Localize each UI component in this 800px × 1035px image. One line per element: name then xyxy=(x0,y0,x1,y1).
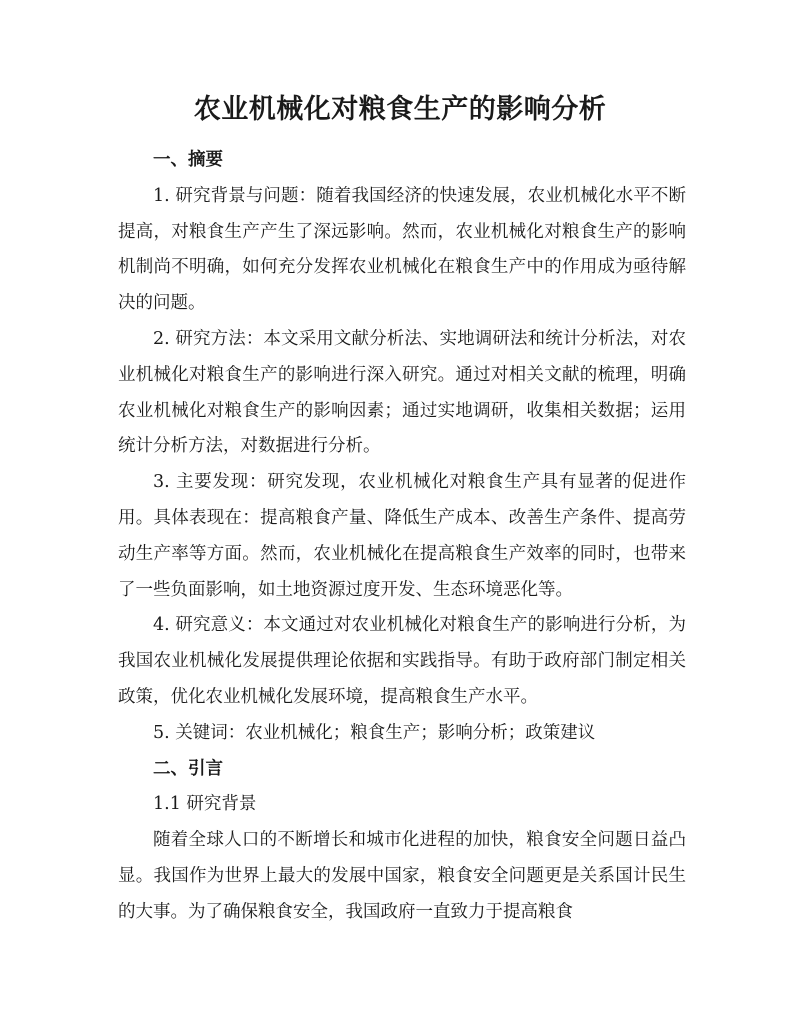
section-heading-introduction: 二、引言 xyxy=(153,758,223,779)
paragraph-methods: 2. 研究方法：本文采用文献分析法、实地调研法和统计分析法，对农业机械化对粮食生产的影响进行深入研究。通过对相关文献的梳理，明确农业机械化对粮食生产的影响因素；通过实地调研，收集相关数据；运用统计分析方法，对数据进行分析。 xyxy=(118,328,686,457)
document-body xyxy=(118,143,686,931)
paragraph-findings: 3. 主要发现：研究发现，农业机械化对粮食生产具有显著的促进作用。具体表现在：提高粮食产量、降低生产成本、改善生产条件、提高劳动生产率等方面。然而，农业机械化在提高粮食生产效率的同时，也带来了一些负面影响，如土地资源过度开发、生态环境恶化等。 xyxy=(118,472,686,600)
paragraph-introduction: 随着全球人口的不断增长和城市化进程的加快，粮食安全问题日益凸显。我国作为世界上最大的发展中国家，粮食安全问题更是关系国计民生的大事。为了确保粮食安全，我国政府一直致力于提高粮食 xyxy=(118,830,686,922)
subsection-heading-research-background: 1.1 研究背景 xyxy=(153,794,257,815)
paragraph-significance: 4. 研究意义：本文通过对农业机械化对粮食生产的影响进行分析，为我国农业机械化发展提供理论依据和实践指导。有助于政府部门制定相关政策，优化农业机械化发展环境，提高粮食生产水平。 xyxy=(118,615,686,707)
document-title: 农业机械化对粮食生产的影响分析 xyxy=(193,94,607,125)
paragraph-keywords: 5. 关键词：农业机械化；粮食生产；影响分析；政策建议 xyxy=(153,722,596,743)
section-heading-abstract: 一、摘要 xyxy=(153,150,223,170)
paragraph-background: 1. 研究背景与问题：随着我国经济的快速发展，农业机械化水平不断提高，对粮食生产产生了深远影响。然而，农业机械化对粮食生产的影响机制尚不明确，如何充分发挥农业机械化在粮食生产中的作用成为亟待解决的问题。 xyxy=(118,185,686,314)
